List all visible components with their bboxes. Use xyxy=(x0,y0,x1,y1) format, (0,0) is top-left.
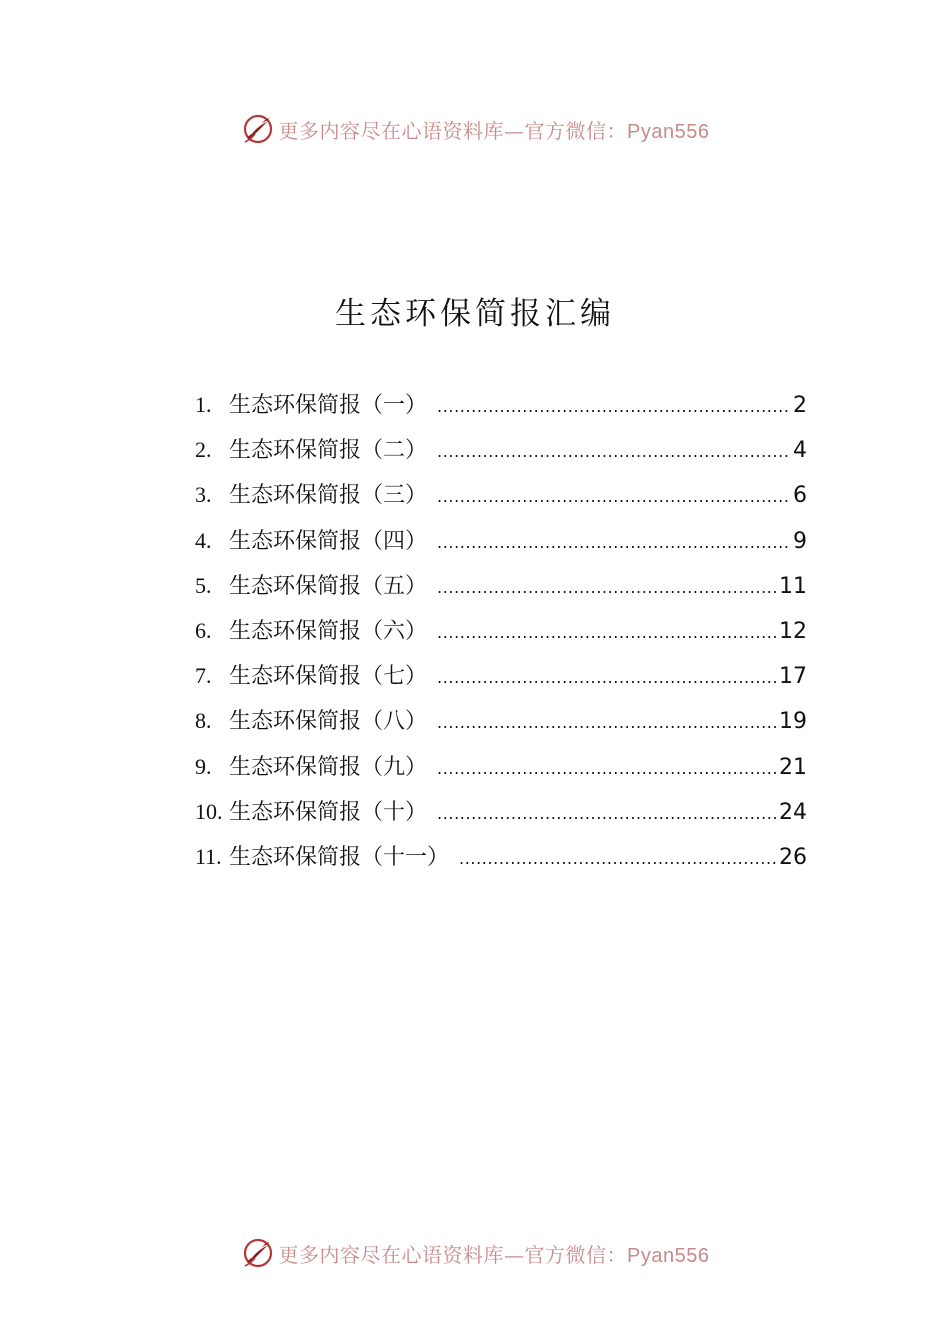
toc-entry[interactable] xyxy=(195,744,807,789)
toc-entry[interactable] xyxy=(195,834,807,879)
toc-entry[interactable] xyxy=(195,518,807,563)
toc-entry-label: 生态环保简报（八） xyxy=(229,709,428,735)
toc-entry-page: 19 xyxy=(779,709,807,735)
toc-entry-page: 4 xyxy=(793,438,807,464)
watermark-text xyxy=(279,1239,710,1268)
toc-entry[interactable] xyxy=(195,427,807,472)
toc-entry[interactable] xyxy=(195,789,807,834)
toc-entry-page: 11 xyxy=(779,573,807,599)
toc-dot-leader xyxy=(437,384,791,429)
watermark-slogan: 更多内容尽在心语资料库—官方微信： xyxy=(278,1242,628,1267)
watermark-slogan: 更多内容尽在心语资料库—官方微信： xyxy=(278,118,628,143)
toc-dot-leader xyxy=(437,610,777,655)
toc-entry-label: 生态环保简报（十一） xyxy=(229,844,450,870)
toc-entry-page: 17 xyxy=(779,664,807,690)
watermark-wechat-id: Pyan556 xyxy=(627,120,710,143)
toc-dot-leader xyxy=(437,746,777,791)
toc-entry-number: 11. xyxy=(195,843,222,869)
toc-entry-page: 26 xyxy=(779,844,807,870)
toc-entry[interactable] xyxy=(195,608,807,653)
toc-dot-leader xyxy=(437,520,791,565)
toc-entry-number: 8. xyxy=(195,708,212,734)
toc-entry-label: 生态环保简报（六） xyxy=(229,618,428,644)
toc-entry-number: 9. xyxy=(195,753,212,779)
toc-entry-label: 生态环保简报（七） xyxy=(229,664,428,690)
toc-entry-number: 10. xyxy=(195,798,223,824)
watermark-text xyxy=(279,115,710,144)
watermark-header xyxy=(0,109,950,149)
toc-entry-number: 2. xyxy=(195,437,212,463)
quill-pen-logo-icon xyxy=(241,112,275,146)
toc-entry[interactable] xyxy=(195,382,807,427)
toc-entry[interactable] xyxy=(195,563,807,608)
watermark-footer xyxy=(0,1233,950,1273)
toc-entry-number: 7. xyxy=(195,663,212,689)
toc-entry-number: 5. xyxy=(195,572,212,598)
toc-entry-page: 24 xyxy=(779,799,807,825)
toc-dot-leader xyxy=(459,836,777,881)
toc-entry-number: 6. xyxy=(195,617,212,643)
table-of-contents xyxy=(195,382,807,879)
toc-entry-page: 9 xyxy=(793,528,807,554)
toc-entry-label: 生态环保简报（一） xyxy=(229,393,428,418)
toc-dot-leader xyxy=(437,655,777,700)
toc-dot-leader xyxy=(437,565,777,610)
toc-dot-leader xyxy=(437,700,777,745)
toc-entry-page: 12 xyxy=(779,618,807,644)
toc-entry[interactable] xyxy=(195,472,807,517)
toc-entry-label: 生态环保简报（五） xyxy=(229,573,428,599)
toc-dot-leader xyxy=(437,791,777,836)
toc-entry[interactable] xyxy=(195,653,807,698)
document-title: 生态环保简报汇编 xyxy=(335,296,615,332)
toc-entry-label: 生态环保简报（十） xyxy=(229,799,428,825)
toc-entry[interactable] xyxy=(195,698,807,743)
toc-entry-page: 2 xyxy=(793,393,807,418)
toc-entry-label: 生态环保简报（四） xyxy=(229,528,428,554)
quill-pen-logo-icon xyxy=(241,1236,275,1270)
toc-entry-page: 6 xyxy=(793,483,807,509)
toc-entry-number: 3. xyxy=(195,482,212,508)
toc-dot-leader xyxy=(437,474,791,519)
toc-entry-number: 1. xyxy=(195,392,212,417)
watermark-wechat-id: Pyan556 xyxy=(627,1244,710,1267)
toc-entry-label: 生态环保简报（九） xyxy=(229,754,428,780)
toc-entry-number: 4. xyxy=(195,527,212,553)
toc-entry-label: 生态环保简报（二） xyxy=(229,438,428,464)
toc-entry-page: 21 xyxy=(779,754,807,780)
toc-entry-label: 生态环保简报（三） xyxy=(229,483,428,509)
toc-dot-leader xyxy=(437,429,791,474)
